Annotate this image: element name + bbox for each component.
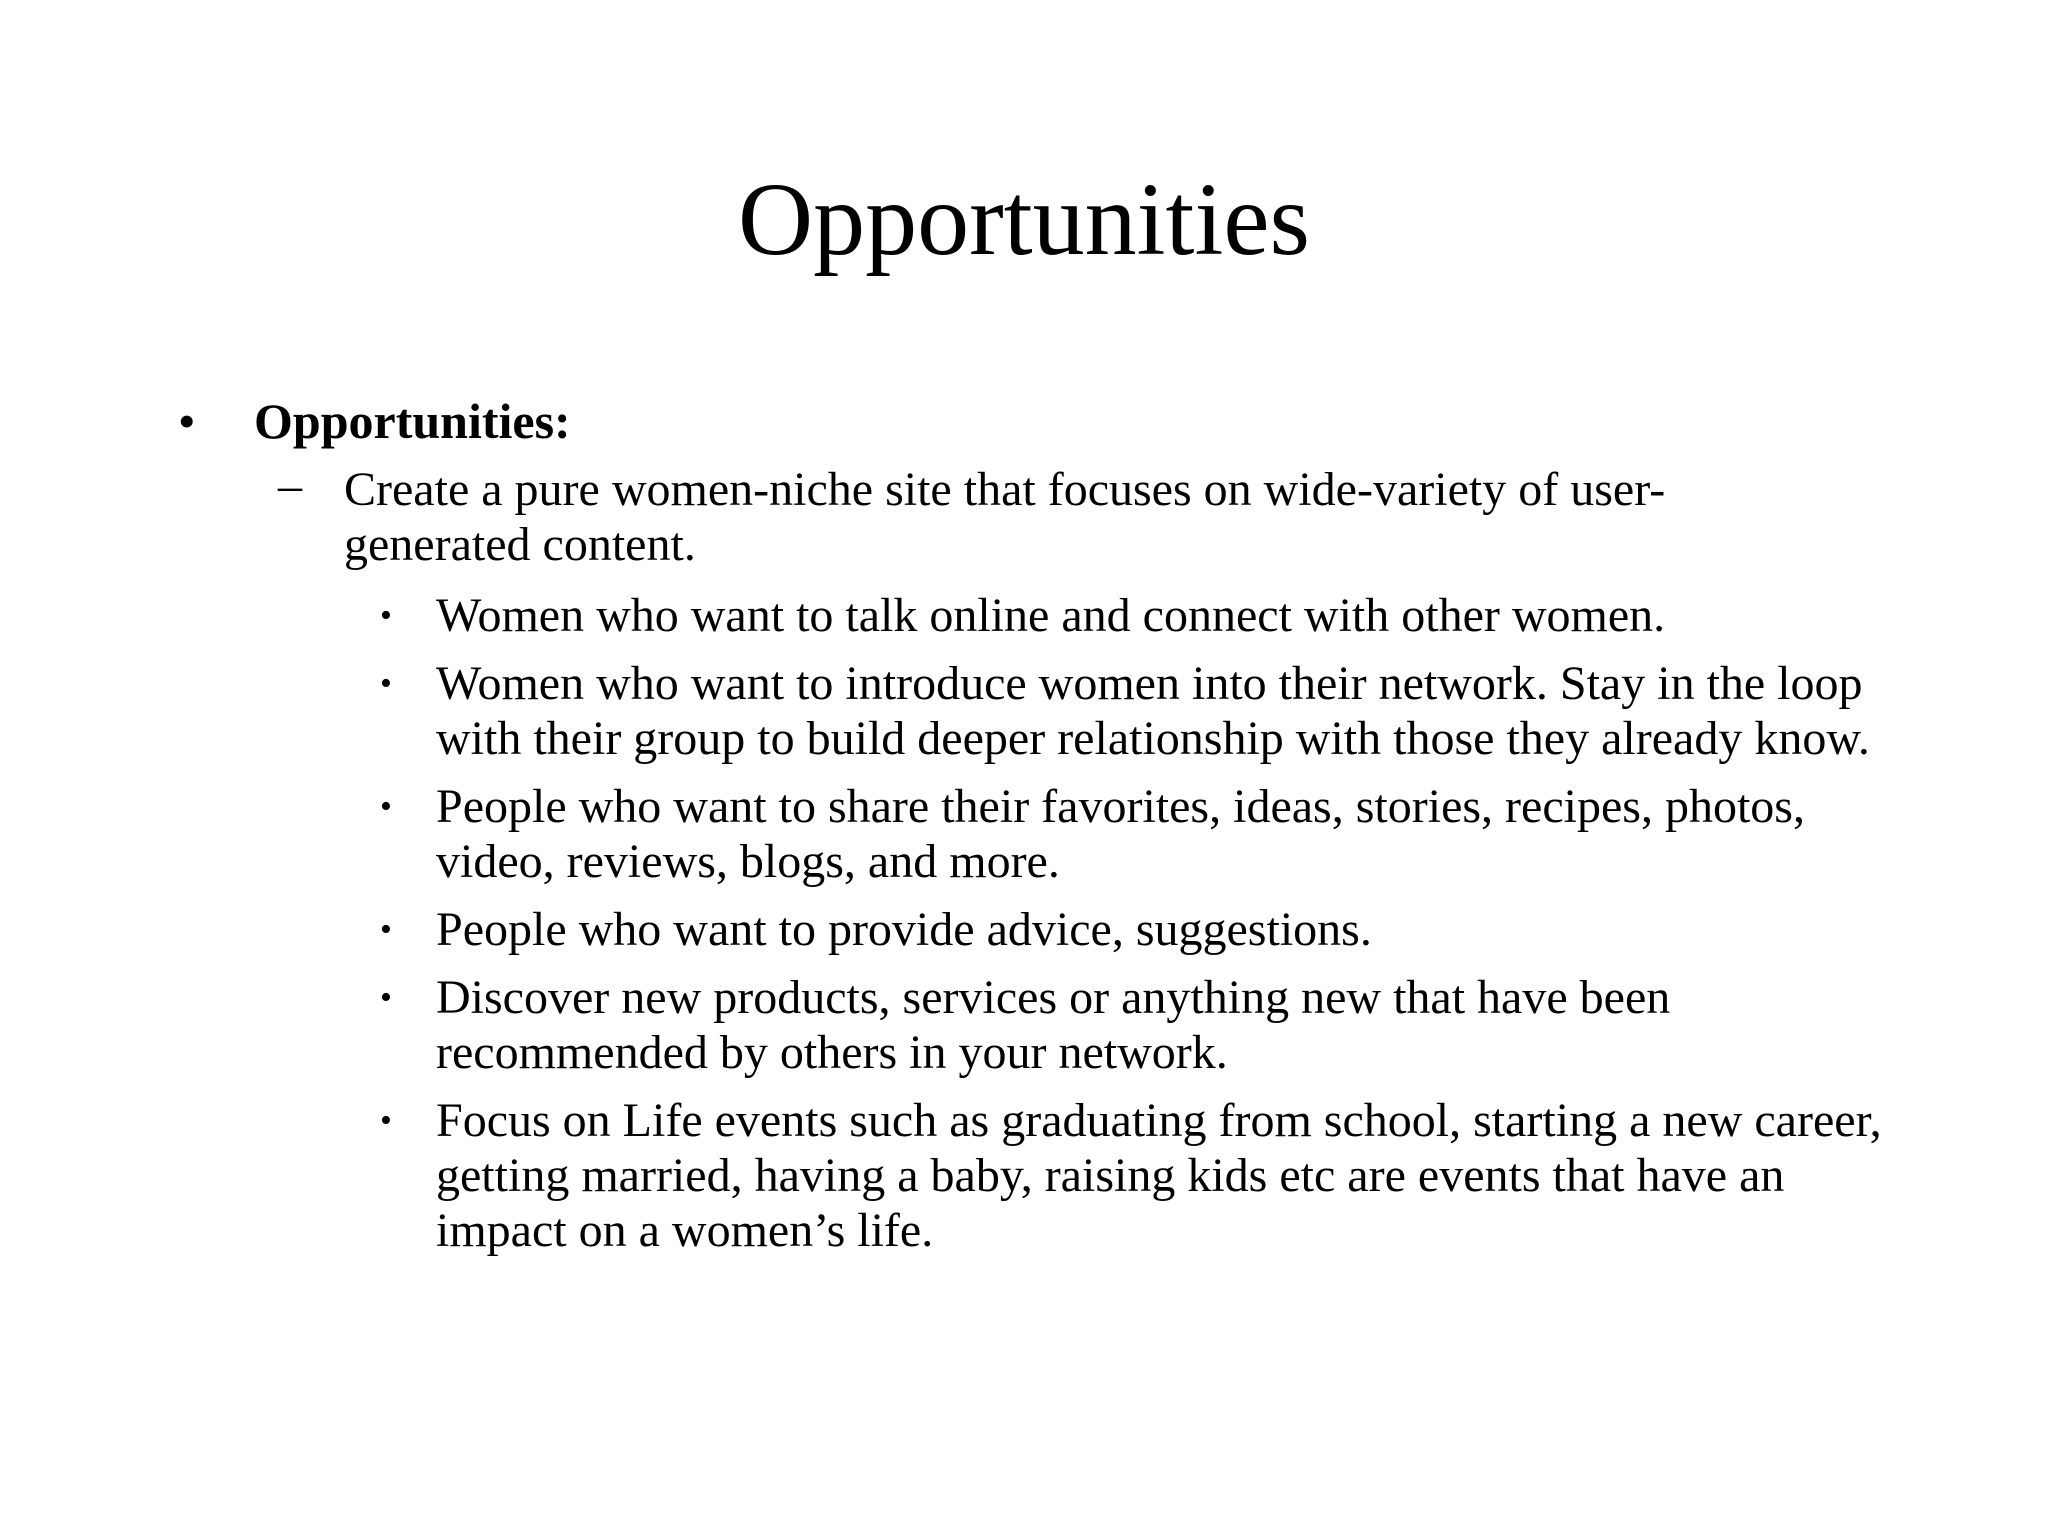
bullet-icon: • (380, 597, 392, 634)
level2-text: Create a pure women-niche site that focuses on wide-variety of user-generated content. (344, 463, 1666, 571)
bullet-icon: • (178, 393, 196, 449)
bullet-icon: • (380, 788, 392, 825)
bullet-icon: • (380, 911, 392, 948)
bullet-icon: • (380, 1102, 392, 1139)
level3-item (380, 970, 1900, 1080)
level3-text: Women who want to introduce women into their network. Stay in the loop with their group to build deeper relationship with those they already know. (436, 657, 1870, 765)
level3-item (380, 656, 1900, 766)
level3-text: People who want to provide advice, suggestions. (436, 903, 1372, 956)
bullet-icon: • (380, 979, 392, 1016)
level2-item (278, 459, 1808, 572)
level3-text: Discover new products, services or anything new that have been recommended by others in your network. (436, 971, 1671, 1079)
level3-item (380, 902, 1900, 957)
level3-item (380, 1093, 1900, 1258)
bullet-icon: • (380, 665, 392, 702)
level3-item (380, 588, 1900, 643)
level3-item (380, 779, 1900, 889)
slide-title: Opportunities (738, 162, 1310, 277)
level3-text: People who want to share their favorites, ideas, stories, recipes, photos, video, reviews, blogs, and more. (436, 780, 1805, 888)
level1-label: Opportunities: (254, 393, 571, 449)
dash-icon: – (278, 459, 302, 512)
level3-text: Women who want to talk online and connect with other women. (436, 589, 1666, 642)
level3-list (380, 588, 1900, 1271)
level3-text: Focus on Life events such as graduating from school, starting a new career, getting married, having a baby, raising kids etc are events that have an impact on a women’s life. (436, 1094, 1882, 1257)
